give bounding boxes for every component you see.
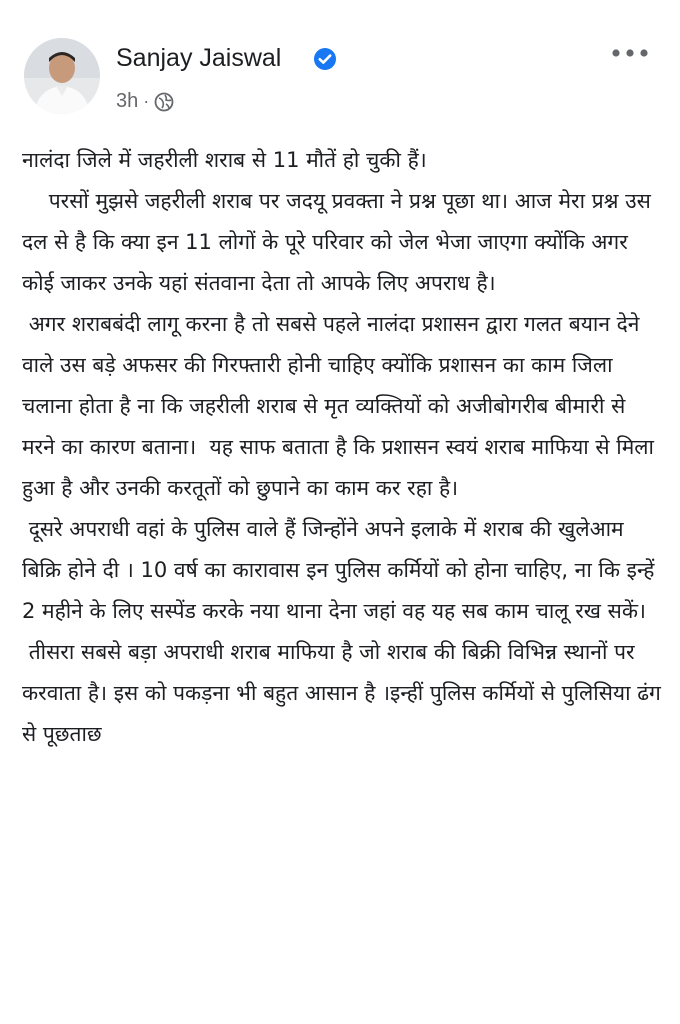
post-body xyxy=(22,140,668,755)
post-paragraph: अगर शराबबंदी लागू करना है तो सबसे पहले नालंदा प्रशासन द्वारा गलत बयान देने वाले उस बड़े अफसर की गिरफ्तारी होनी चाहिए क्योंकि प्रशासन का काम जिला चलाना होता है ना कि जहरीली शराब से मृत व्यक्तियों को अजीबोगरीब बीमारी से मरने का कारण बताना। यह साफ बताता है कि प्रशासन स्वयं शराब माफिया से मिला हुआ है और उनकी करतूतों को छुपाने का काम कर रहा है। xyxy=(22,312,661,500)
post-meta xyxy=(116,90,174,113)
meta-separator: · xyxy=(143,91,150,111)
globe-icon[interactable] xyxy=(154,92,174,112)
post-paragraph: नालंदा जिले में जहरीली शराब से 11 मौतें हो चुकी हैं। xyxy=(22,148,427,172)
post-time[interactable]: 3h xyxy=(116,90,139,112)
avatar[interactable] xyxy=(24,38,100,114)
avatar-photo xyxy=(24,38,100,114)
author-name[interactable]: Sanjay Jaiswal xyxy=(116,44,282,72)
more-options-button[interactable] xyxy=(604,38,656,68)
post-paragraph: तीसरा सबसे बड़ा अपराधी शराब माफिया है जो शराब की बिक्री विभिन्न स्थानों पर करवाता है। इस को पकड़ना भी बहुत आसान है ।इन्हीं पुलिस कर्मियों से पुलिसिया ढंग से पूछताछ xyxy=(22,640,668,746)
post-paragraph: दूसरे अपराधी वहां के पुलिस वाले हैं जिन्होंने अपने इलाके में शराब की खुलेआम बिक्रि होने दी । 10 वर्ष का कारावास इन पुलिस कर्मियों को होना चाहिए, ना कि इन्हें 2 महीने के लिए सस्पेंड करके नया थाना देना जहां वह यह सब काम चालू रख सकें। xyxy=(22,517,662,623)
post-paragraph: परसों मुझसे जहरीली शराब पर जदयू प्रवक्ता ने प्रश्न पूछा था। आज मेरा प्रश्न उस दल से है कि क्या इन 11 लोगों के पूरे परिवार को जेल भेजा जाएगा क्योंकि अगर कोई जाकर उनके यहां संतवाना देता तो आपके लिए अपराध है। xyxy=(22,189,658,295)
verified-badge-icon xyxy=(313,47,337,71)
more-options-icon xyxy=(610,48,650,58)
post-header xyxy=(0,0,680,130)
